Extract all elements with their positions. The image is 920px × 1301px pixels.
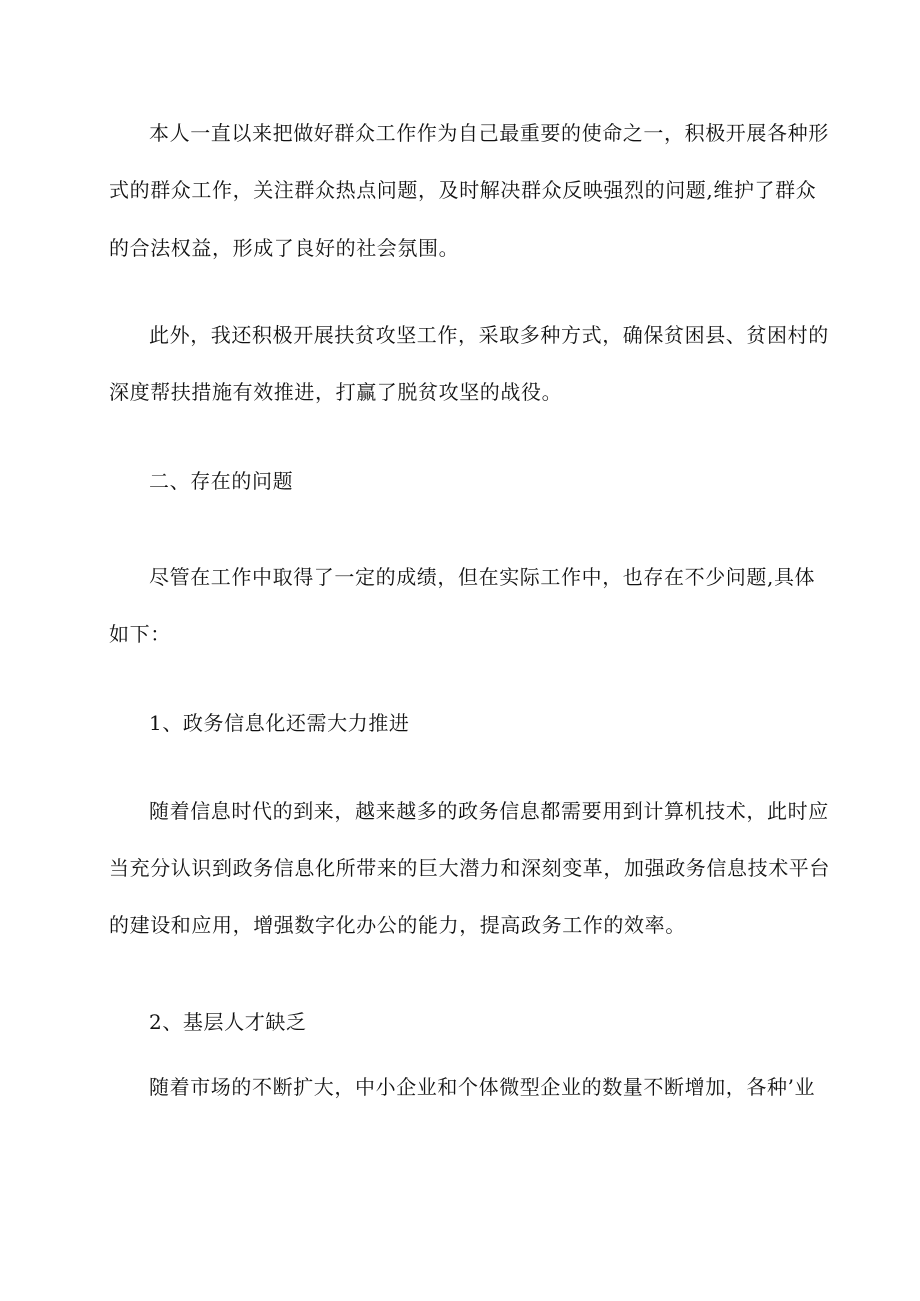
paragraph-3-line-2: 如下： xyxy=(109,622,171,646)
paragraph-3-line-1: 尽管在工作中取得了一定的成绩，但在实际工作中，也存在不少问题,具体 xyxy=(149,565,816,589)
paragraph-5-line-1: 随着市场的不断扩大，中小企业和个体微型企业的数量不断增加，各种’业 xyxy=(149,1075,816,1099)
paragraph-1-line-1: 本人一直以来把做好群众工作作为自己最重要的使命之一，积极开展各种形 xyxy=(149,121,829,145)
paragraph-2-line-1: 此外，我还积极开展扶贫攻坚工作，采取多种方式，确保贫困县、贫困村的 xyxy=(149,323,829,347)
paragraph-1-line-2: 式的群众工作，关注群众热点问题，及时解决群众反映强烈的问题,维护了群众 xyxy=(109,178,817,202)
paragraph-4-line-2: 当充分认识到政务信息化所带来的巨大潜力和深刻变革，加强政务信息技术平台 xyxy=(109,856,830,880)
subheading-item-2: 2、基层人才缺乏 xyxy=(149,1010,307,1034)
paragraph-4-line-1: 随着信息时代的到来，越来越多的政务信息都需要用到计算机技术，此时应 xyxy=(149,799,829,823)
subheading-item-1: 1、政务信息化还需大力推进 xyxy=(149,711,410,735)
paragraph-2-line-2: 深度帮扶措施有效推进，打赢了脱贫攻坚的战役。 xyxy=(109,380,563,404)
paragraph-4-line-3: 的建设和应用，增强数字化办公的能力，提高政务工作的效率。 xyxy=(109,913,686,937)
paragraph-1-line-3: 的合法权益，形成了良好的社会氛围。 xyxy=(109,236,460,260)
section-heading-problems: 二、存在的问题 xyxy=(149,469,294,493)
